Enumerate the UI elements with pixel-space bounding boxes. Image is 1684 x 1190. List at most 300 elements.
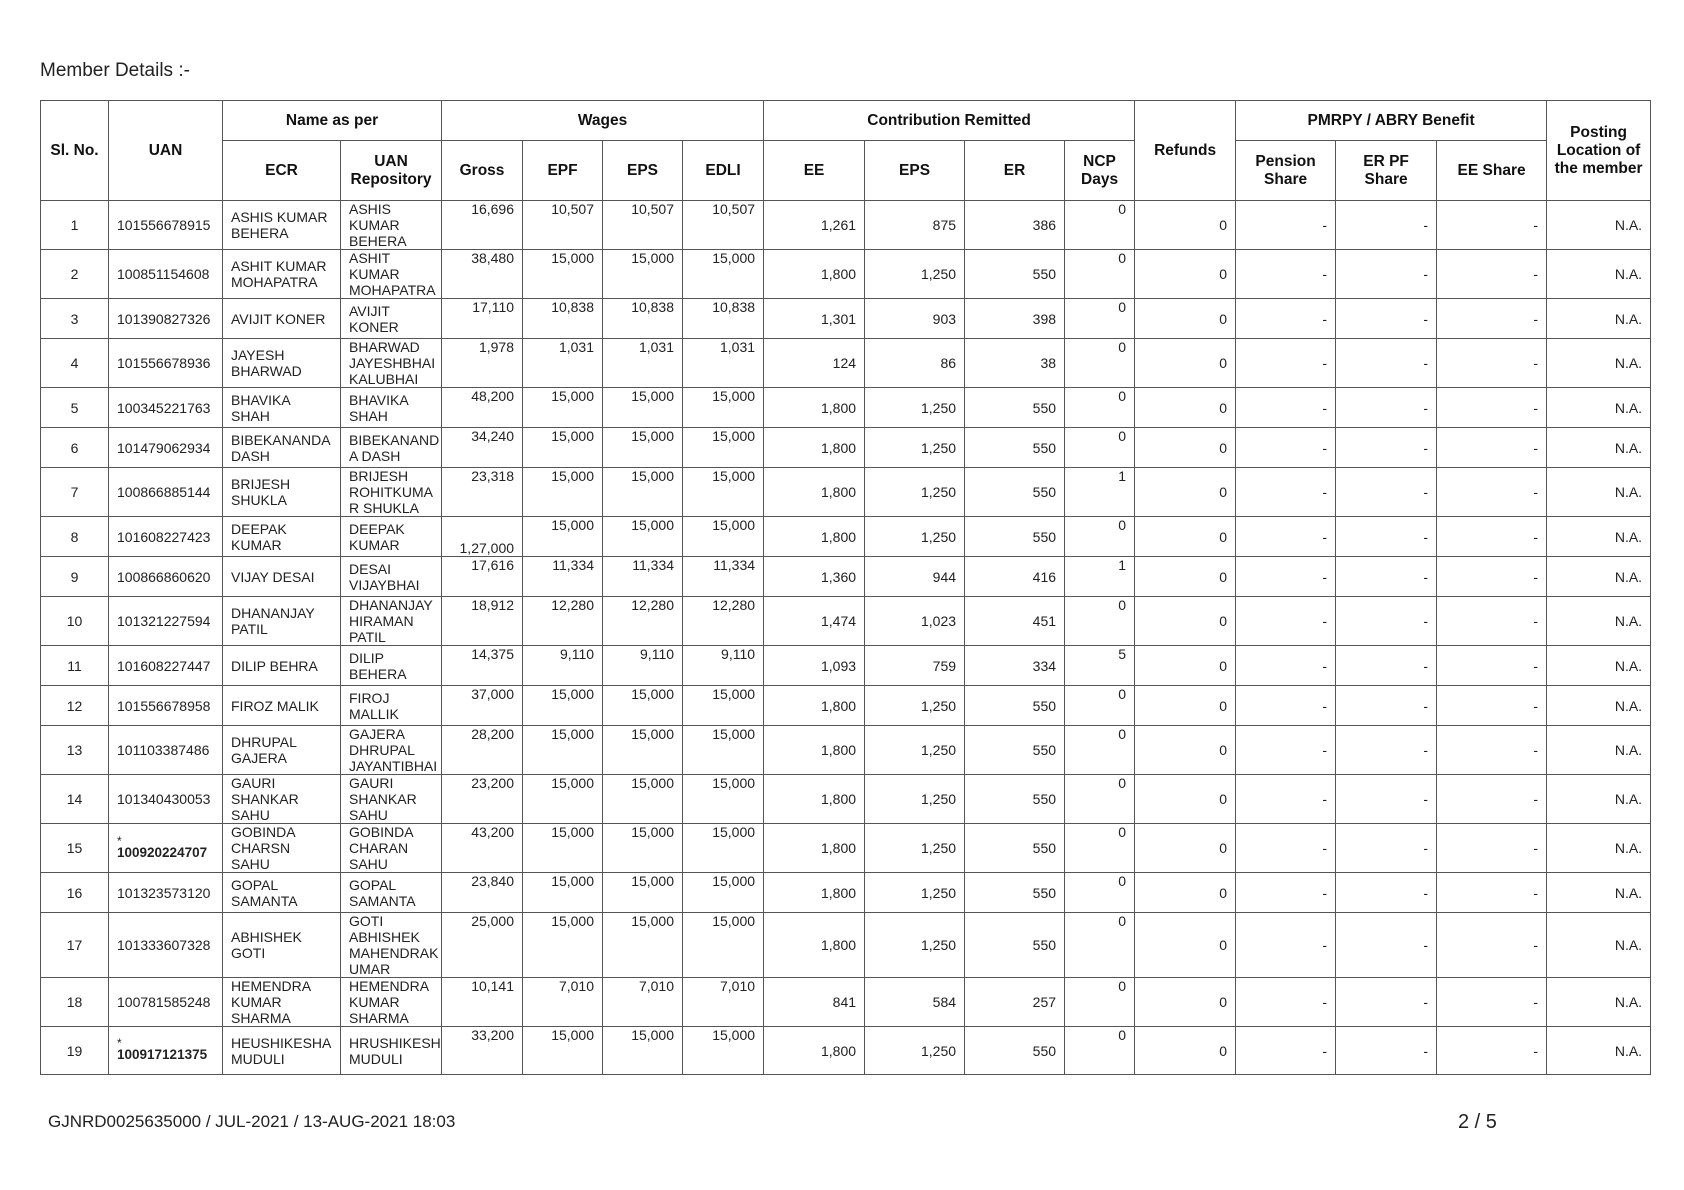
cell-pension-share: - [1236,824,1336,873]
cell-ncp-days: 0 [1065,978,1135,1027]
cell-refunds: 0 [1135,517,1236,557]
cell-contribution-eps: 903 [865,299,965,339]
cell-contribution-eps: 875 [865,201,965,250]
cell-name-ecr: GOPAL SAMANTA [223,873,341,913]
cell-ee: 1,800 [764,726,865,775]
cell-ee: 1,800 [764,517,865,557]
cell-epf: 15,000 [523,468,603,517]
cell-pension-share: - [1236,299,1336,339]
cell-er-pf-share: - [1336,913,1437,978]
cell-contribution-eps: 1,250 [865,873,965,913]
cell-er: 398 [965,299,1065,339]
cell-epf: 7,010 [523,978,603,1027]
uan-star-mark: * [117,1036,122,1050]
cell-name-uan-repository: GOTI ABHISHEK MAHENDRAK UMAR [341,913,442,978]
cell-ncp-days: 0 [1065,1027,1135,1075]
cell-pension-share: - [1236,873,1336,913]
cell-contribution-eps: 86 [865,339,965,388]
cell-uan: 101556678958 [109,686,223,726]
cell-epf: 10,838 [523,299,603,339]
cell-gross: 18,912 [442,597,523,646]
header-ee: EE [764,141,865,201]
cell-pension-share: - [1236,913,1336,978]
cell-edli: 15,000 [683,517,764,557]
cell-posting-location: N.A. [1547,824,1651,873]
cell-uan: 101321227594 [109,597,223,646]
cell-refunds: 0 [1135,201,1236,250]
cell-sl-no: 2 [41,250,109,299]
cell-ncp-days: 0 [1065,726,1135,775]
cell-uan: 100866860620 [109,557,223,597]
cell-er-pf-share: - [1336,557,1437,597]
table-row [41,428,1651,468]
cell-ee-share: - [1437,775,1547,824]
cell-er-pf-share: - [1336,201,1437,250]
table-row [41,726,1651,775]
cell-sl-no: 4 [41,339,109,388]
cell-name-uan-repository: HEMENDRA KUMAR SHARMA [341,978,442,1027]
cell-eps: 10,838 [603,299,683,339]
cell-ee-share: - [1437,250,1547,299]
header-ee-share: EE Share [1437,141,1547,201]
cell-posting-location: N.A. [1547,201,1651,250]
cell-gross: 16,696 [442,201,523,250]
cell-epf: 15,000 [523,428,603,468]
cell-posting-location: N.A. [1547,388,1651,428]
cell-ncp-days: 0 [1065,824,1135,873]
table-row [41,250,1651,299]
table-row [41,597,1651,646]
cell-epf: 1,031 [523,339,603,388]
cell-er-pf-share: - [1336,339,1437,388]
cell-edli: 15,000 [683,250,764,299]
cell-ee: 1,800 [764,775,865,824]
cell-ee: 1,800 [764,873,865,913]
cell-er-pf-share: - [1336,250,1437,299]
cell-name-uan-repository: GOPAL SAMANTA [341,873,442,913]
cell-er-pf-share: - [1336,468,1437,517]
cell-uan: 101333607328 [109,913,223,978]
cell-name-uan-repository: BIBEKANAND A DASH [341,428,442,468]
cell-uan: 101340430053 [109,775,223,824]
cell-name-uan-repository: DEEPAK KUMAR [341,517,442,557]
cell-refunds: 0 [1135,597,1236,646]
cell-eps: 15,000 [603,726,683,775]
uan-star-mark: * [117,833,122,848]
cell-epf: 15,000 [523,388,603,428]
cell-name-ecr: VIJAY DESAI [223,557,341,597]
cell-name-ecr: DILIP BEHRA [223,646,341,686]
cell-er: 550 [965,873,1065,913]
cell-er-pf-share: - [1336,873,1437,913]
cell-edli: 15,000 [683,873,764,913]
cell-ncp-days: 0 [1065,201,1135,250]
cell-gross: 33,200 [442,1027,523,1075]
cell-name-uan-repository: BRIJESH ROHITKUMA R SHUKLA [341,468,442,517]
cell-gross: 38,480 [442,250,523,299]
cell-pension-share: - [1236,1027,1336,1075]
cell-sl-no: 9 [41,557,109,597]
cell-epf: 15,000 [523,775,603,824]
cell-uan [109,824,223,873]
cell-gross: 23,318 [442,468,523,517]
cell-uan: 101556678936 [109,339,223,388]
header-wages-group: Wages [442,101,764,141]
cell-name-uan-repository: DHANANJAY HIRAMAN PATIL [341,597,442,646]
cell-sl-no: 15 [41,824,109,873]
cell-refunds: 0 [1135,250,1236,299]
cell-ee-share: - [1437,824,1547,873]
cell-pension-share: - [1236,686,1336,726]
cell-er-pf-share: - [1336,726,1437,775]
cell-er: 550 [965,468,1065,517]
cell-edli: 15,000 [683,388,764,428]
cell-ncp-days: 0 [1065,517,1135,557]
cell-edli: 10,507 [683,201,764,250]
cell-name-ecr: ASHIS KUMAR BEHERA [223,201,341,250]
uan-value: 100917121375 [117,1047,208,1062]
header-pension-share: Pension Share [1236,141,1336,201]
cell-refunds: 0 [1135,873,1236,913]
cell-er: 550 [965,775,1065,824]
cell-eps: 15,000 [603,250,683,299]
cell-gross: 17,110 [442,299,523,339]
cell-epf: 12,280 [523,597,603,646]
cell-ee: 1,474 [764,597,865,646]
cell-posting-location: N.A. [1547,873,1651,913]
cell-eps: 1,031 [603,339,683,388]
header-ncp-days: NCP Days [1065,141,1135,201]
cell-refunds: 0 [1135,468,1236,517]
cell-name-uan-repository: GOBINDA CHARAN SAHU [341,824,442,873]
cell-ncp-days: 0 [1065,388,1135,428]
cell-contribution-eps: 1,250 [865,468,965,517]
cell-ee-share: - [1437,913,1547,978]
cell-pension-share: - [1236,557,1336,597]
cell-ee: 1,800 [764,468,865,517]
cell-gross: 23,200 [442,775,523,824]
cell-name-uan-repository: BHAVIKA SHAH [341,388,442,428]
cell-er: 257 [965,978,1065,1027]
cell-refunds: 0 [1135,824,1236,873]
cell-contribution-eps: 1,250 [865,517,965,557]
cell-ee: 841 [764,978,865,1027]
cell-name-uan-repository: GAJERA DHRUPAL JAYANTIBHAI [341,726,442,775]
cell-posting-location: N.A. [1547,339,1651,388]
cell-edli: 15,000 [683,686,764,726]
cell-ncp-days: 0 [1065,775,1135,824]
cell-epf: 15,000 [523,1027,603,1075]
cell-ee-share: - [1437,428,1547,468]
cell-posting-location: N.A. [1547,726,1651,775]
cell-ee: 1,800 [764,913,865,978]
cell-er-pf-share: - [1336,646,1437,686]
cell-ee-share: - [1437,726,1547,775]
cell-posting-location: N.A. [1547,646,1651,686]
cell-name-ecr: DEEPAK KUMAR [223,517,341,557]
cell-refunds: 0 [1135,726,1236,775]
cell-eps: 7,010 [603,978,683,1027]
cell-pension-share: - [1236,468,1336,517]
cell-uan: 101608227423 [109,517,223,557]
cell-er-pf-share: - [1336,597,1437,646]
cell-posting-location: N.A. [1547,250,1651,299]
cell-posting-location: N.A. [1547,913,1651,978]
cell-er: 38 [965,339,1065,388]
cell-eps: 15,000 [603,468,683,517]
cell-contribution-eps: 1,250 [865,388,965,428]
table-row [41,388,1651,428]
cell-sl-no: 14 [41,775,109,824]
header-contribution-group: Contribution Remitted [764,101,1135,141]
cell-posting-location: N.A. [1547,517,1651,557]
cell-ncp-days: 0 [1065,873,1135,913]
table-row [41,978,1651,1027]
cell-edli: 15,000 [683,428,764,468]
cell-gross: 17,616 [442,557,523,597]
cell-name-ecr: DHRUPAL GAJERA [223,726,341,775]
cell-edli: 12,280 [683,597,764,646]
header-eps: EPS [603,141,683,201]
cell-er-pf-share: - [1336,517,1437,557]
cell-contribution-eps: 944 [865,557,965,597]
cell-edli: 15,000 [683,824,764,873]
cell-ee: 1,800 [764,686,865,726]
cell-eps: 15,000 [603,1027,683,1075]
cell-name-uan-repository: GAURI SHANKAR SAHU [341,775,442,824]
cell-name-ecr: BIBEKANANDA DASH [223,428,341,468]
cell-contribution-eps: 1,250 [865,428,965,468]
cell-edli: 9,110 [683,646,764,686]
table-row [41,646,1651,686]
cell-refunds: 0 [1135,428,1236,468]
cell-pension-share: - [1236,978,1336,1027]
cell-pension-share: - [1236,646,1336,686]
cell-posting-location: N.A. [1547,978,1651,1027]
cell-eps: 15,000 [603,775,683,824]
cell-sl-no: 5 [41,388,109,428]
cell-contribution-eps: 1,023 [865,597,965,646]
cell-pension-share: - [1236,726,1336,775]
cell-ee: 1,800 [764,1027,865,1075]
cell-pension-share: - [1236,388,1336,428]
cell-epf: 9,110 [523,646,603,686]
cell-sl-no: 8 [41,517,109,557]
cell-ee: 1,360 [764,557,865,597]
cell-contribution-eps: 1,250 [865,686,965,726]
header-ecr: ECR [223,141,341,201]
cell-epf: 11,334 [523,557,603,597]
table-row [41,468,1651,517]
cell-name-uan-repository: FIROJ MALLIK [341,686,442,726]
cell-uan: 100781585248 [109,978,223,1027]
cell-contribution-eps: 584 [865,978,965,1027]
cell-edli: 10,838 [683,299,764,339]
cell-name-uan-repository: DILIP BEHERA [341,646,442,686]
cell-ncp-days: 0 [1065,250,1135,299]
cell-pension-share: - [1236,775,1336,824]
cell-sl-no: 13 [41,726,109,775]
cell-edli: 1,031 [683,339,764,388]
cell-uan [109,1027,223,1075]
table-row [41,517,1651,557]
table-row [41,824,1651,873]
cell-eps: 10,507 [603,201,683,250]
cell-gross: 28,200 [442,726,523,775]
cell-sl-no: 10 [41,597,109,646]
cell-er: 416 [965,557,1065,597]
cell-eps: 12,280 [603,597,683,646]
cell-gross: 14,375 [442,646,523,686]
cell-uan: 101608227447 [109,646,223,686]
cell-name-uan-repository: DESAI VIJAYBHAI [341,557,442,597]
table-row [41,873,1651,913]
cell-uan: 101479062934 [109,428,223,468]
cell-er: 550 [965,824,1065,873]
table-row [41,1027,1651,1075]
table-row [41,557,1651,597]
cell-name-ecr: HEMENDRA KUMAR SHARMA [223,978,341,1027]
header-name-group: Name as per [223,101,442,141]
header-refunds: Refunds [1135,101,1236,201]
cell-posting-location: N.A. [1547,428,1651,468]
cell-ee-share: - [1437,646,1547,686]
cell-er-pf-share: - [1336,299,1437,339]
cell-refunds: 0 [1135,388,1236,428]
cell-er: 334 [965,646,1065,686]
cell-er: 386 [965,201,1065,250]
cell-contribution-eps: 1,250 [865,824,965,873]
cell-pension-share: - [1236,428,1336,468]
cell-eps: 15,000 [603,428,683,468]
cell-name-uan-repository: BHARWAD JAYESHBHAI KALUBHAI [341,339,442,388]
cell-ncp-days: 0 [1065,299,1135,339]
cell-contribution-eps: 1,250 [865,775,965,824]
cell-epf: 15,000 [523,250,603,299]
cell-er-pf-share: - [1336,824,1437,873]
section-title: Member Details :- [40,60,190,81]
cell-ncp-days: 5 [1065,646,1135,686]
cell-refunds: 0 [1135,299,1236,339]
cell-name-uan-repository: HRUSHIKESH MUDULI [341,1027,442,1075]
cell-eps: 15,000 [603,388,683,428]
cell-gross: 48,200 [442,388,523,428]
cell-sl-no: 6 [41,428,109,468]
cell-er-pf-share: - [1336,686,1437,726]
cell-name-ecr: ASHIT KUMAR MOHAPATRA [223,250,341,299]
table-row [41,775,1651,824]
cell-ee-share: - [1437,339,1547,388]
table-row [41,686,1651,726]
member-details-table [40,100,1651,1075]
cell-gross: 10,141 [442,978,523,1027]
cell-contribution-eps: 1,250 [865,250,965,299]
cell-posting-location: N.A. [1547,468,1651,517]
cell-posting-location: N.A. [1547,1027,1651,1075]
cell-edli: 15,000 [683,775,764,824]
cell-ee-share: - [1437,201,1547,250]
cell-er: 451 [965,597,1065,646]
cell-pension-share: - [1236,597,1336,646]
cell-ee-share: - [1437,299,1547,339]
cell-posting-location: N.A. [1547,686,1651,726]
cell-eps: 11,334 [603,557,683,597]
cell-gross: 34,240 [442,428,523,468]
cell-sl-no: 18 [41,978,109,1027]
cell-name-ecr: AVIJIT KONER [223,299,341,339]
cell-edli: 15,000 [683,913,764,978]
header-edli: EDLI [683,141,764,201]
header-sl-no: Sl. No. [41,101,109,201]
cell-eps: 15,000 [603,517,683,557]
table-row [41,299,1651,339]
cell-epf: 15,000 [523,873,603,913]
uan-value: 100920224707 [117,844,208,860]
cell-pension-share: - [1236,339,1336,388]
cell-ncp-days: 0 [1065,597,1135,646]
cell-gross: 25,000 [442,913,523,978]
cell-edli: 15,000 [683,1027,764,1075]
cell-er: 550 [965,913,1065,978]
cell-uan: 101556678915 [109,201,223,250]
header-posting-location: Posting Location of the member [1547,101,1651,201]
cell-edli: 7,010 [683,978,764,1027]
cell-name-uan-repository: ASHIT KUMAR MOHAPATRA [341,250,442,299]
cell-eps: 15,000 [603,873,683,913]
cell-posting-location: N.A. [1547,597,1651,646]
header-er-pf-share: ER PF Share [1336,141,1437,201]
cell-uan: 101323573120 [109,873,223,913]
cell-ee-share: - [1437,873,1547,913]
cell-sl-no: 16 [41,873,109,913]
table-row [41,913,1651,978]
cell-ncp-days: 0 [1065,913,1135,978]
cell-ee: 1,301 [764,299,865,339]
cell-ee: 1,261 [764,201,865,250]
footer-reference: GJNRD0025635000 / JUL-2021 / 13-AUG-2021 18:03 [48,1112,456,1131]
cell-name-ecr: GOBINDA CHARSN SAHU [223,824,341,873]
cell-ee: 124 [764,339,865,388]
header-pmrpy-group: PMRPY / ABRY Benefit [1236,101,1547,141]
cell-sl-no: 12 [41,686,109,726]
cell-gross: 43,200 [442,824,523,873]
cell-contribution-eps: 1,250 [865,913,965,978]
cell-gross: 1,978 [442,339,523,388]
cell-refunds: 0 [1135,339,1236,388]
cell-ncp-days: 0 [1065,428,1135,468]
cell-uan: 100345221763 [109,388,223,428]
cell-er-pf-share: - [1336,1027,1437,1075]
cell-eps: 15,000 [603,686,683,726]
cell-name-ecr: DHANANJAY PATIL [223,597,341,646]
cell-ncp-days: 0 [1065,686,1135,726]
cell-epf: 15,000 [523,726,603,775]
cell-ee-share: - [1437,978,1547,1027]
cell-ncp-days: 1 [1065,468,1135,517]
cell-er: 550 [965,1027,1065,1075]
cell-posting-location: N.A. [1547,775,1651,824]
cell-refunds: 0 [1135,775,1236,824]
cell-ee-share: - [1437,557,1547,597]
cell-edli: 15,000 [683,468,764,517]
cell-ee-share: - [1437,468,1547,517]
table-header [41,101,1651,201]
cell-sl-no: 11 [41,646,109,686]
cell-name-uan-repository: AVIJIT KONER [341,299,442,339]
cell-er-pf-share: - [1336,388,1437,428]
cell-ee: 1,093 [764,646,865,686]
cell-er-pf-share: - [1336,428,1437,468]
